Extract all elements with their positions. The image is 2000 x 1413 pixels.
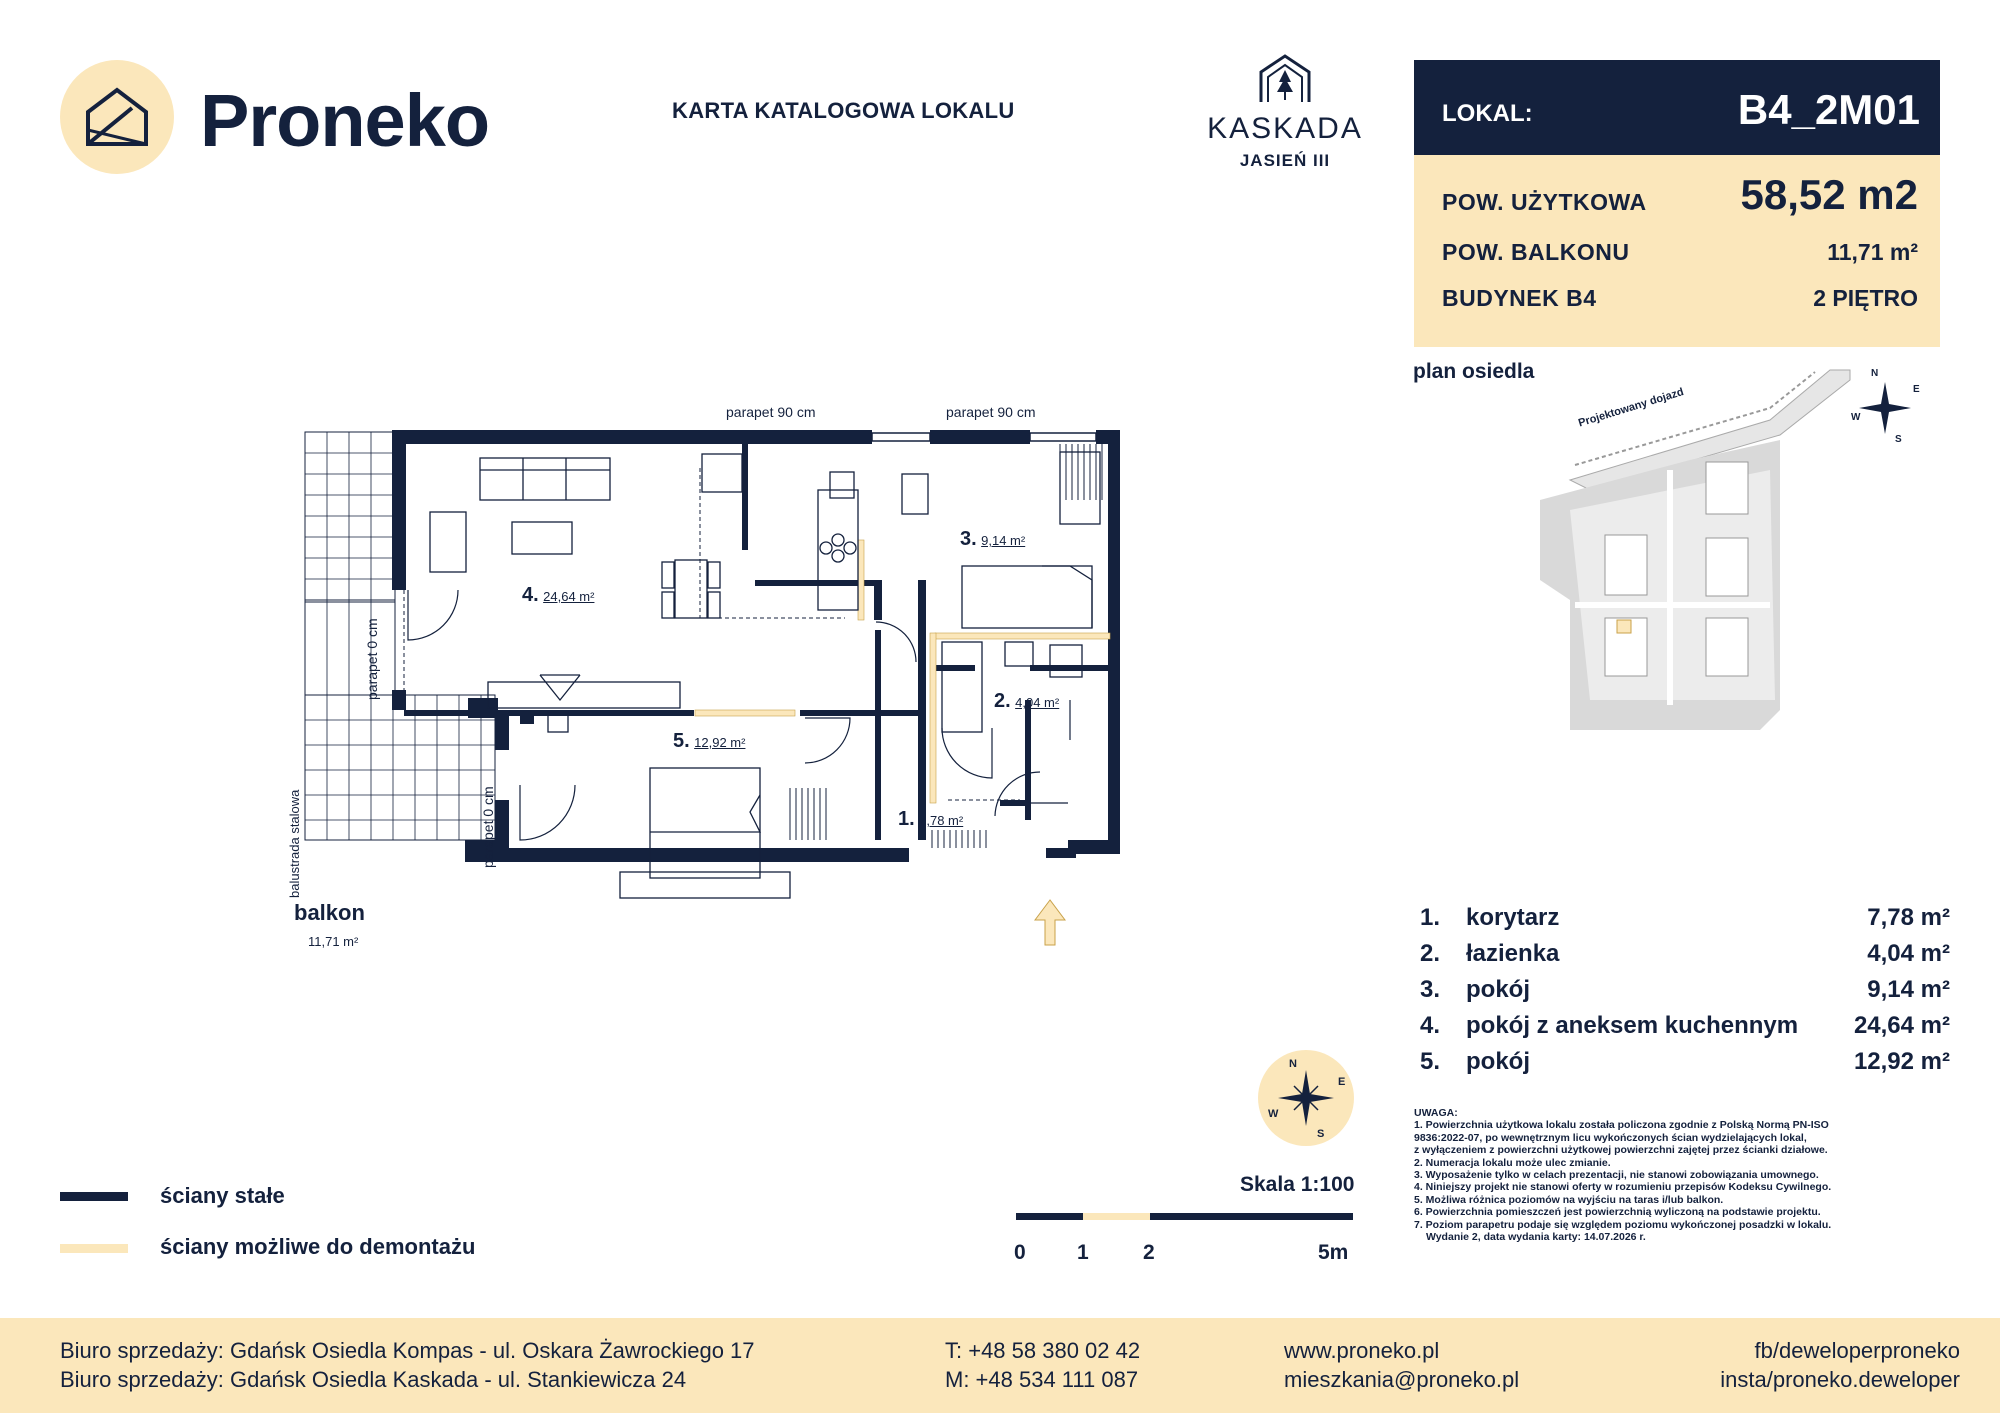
floor-plan-drawing bbox=[290, 400, 1140, 960]
note-line: z wyłączeniem z powierzchni użytkowej powierzchni zajętej przez ścianki działowe. bbox=[1414, 1144, 1828, 1157]
scale-bar-segment bbox=[1016, 1213, 1083, 1220]
scale-bar-segment bbox=[1083, 1213, 1150, 1220]
unit-details bbox=[1414, 155, 1940, 347]
balcony-value: 11,71 m² bbox=[1827, 239, 1918, 265]
note-line: 5. Możliwa różnica poziomów na wyjściu na taras i/lub balkon. bbox=[1414, 1193, 1724, 1206]
building-label: BUDYNEK B4 bbox=[1442, 285, 1597, 311]
document-title: KARTA KATALOGOWA LOKALU bbox=[672, 98, 1015, 123]
note-line: 4. Niniejszy projekt nie stanowi oferty w rozumieniu przepisów Kodeksu Cywilnego. bbox=[1414, 1181, 1832, 1194]
compass-e: E bbox=[1913, 384, 1920, 395]
room-4-label: 4. 24,64 m² bbox=[522, 584, 595, 606]
facebook-link[interactable]: fb/deweloperproneko bbox=[1754, 1338, 1960, 1363]
compass-n: N bbox=[1871, 368, 1879, 379]
compass-rose-icon bbox=[1258, 1050, 1354, 1146]
kaskada-logo-icon bbox=[1257, 52, 1313, 109]
instagram-link[interactable]: insta/proneko.deweloper bbox=[1720, 1367, 1960, 1392]
parapet-side-1: parapet 0 cm bbox=[364, 618, 380, 700]
phone-2[interactable]: M: +48 534 111 087 bbox=[945, 1367, 1139, 1392]
office-2: Biuro sprzedaży: Gdańsk Osiedla Kaskada - ul. Stankiewicza 24 bbox=[60, 1367, 687, 1392]
note-line: 1. Powierzchnia użytkowa lokalu została policzona zgodnie z Polską Normą PN-ISO bbox=[1414, 1119, 1829, 1132]
balcony-area: 11,71 m² bbox=[308, 934, 359, 949]
floor-value: 2 PIĘTRO bbox=[1813, 285, 1918, 311]
floor-plan bbox=[290, 400, 1140, 960]
compass-e: E bbox=[1338, 1076, 1346, 1088]
compass-s: S bbox=[1895, 434, 1902, 445]
room-5-label: 5. 12,92 m² bbox=[673, 730, 746, 752]
balcony-label: POW. BALKONU bbox=[1442, 239, 1630, 265]
unit-header bbox=[1414, 60, 1940, 155]
legend-removable-label: ściany możliwe do demontażu bbox=[160, 1234, 476, 1259]
room-list-item: 1. korytarz 7,78 m² bbox=[1420, 904, 1950, 931]
balcony-name: balkon bbox=[294, 900, 365, 925]
office-1: Biuro sprzedaży: Gdańsk Osiedla Kompas - ul. Oskara Żawrockiego 17 bbox=[60, 1338, 755, 1363]
scale-tick: 1 bbox=[1077, 1241, 1089, 1264]
email-link[interactable]: mieszkania@proneko.pl bbox=[1284, 1367, 1520, 1392]
unit-code: B4_2M01 bbox=[1737, 86, 1920, 133]
scale-tick: 5m bbox=[1318, 1241, 1349, 1264]
scale-label: Skala 1:100 bbox=[1240, 1173, 1355, 1196]
website-link[interactable]: www.proneko.pl bbox=[1284, 1338, 1440, 1363]
note-line: 3. Wyposażenie tylko w celach prezentacji, nie stanowi zobowiązania umownego. bbox=[1414, 1169, 1819, 1182]
unit-label: LOKAL: bbox=[1442, 100, 1533, 127]
compass-w: W bbox=[1851, 412, 1861, 423]
legend-fixed-swatch bbox=[60, 1192, 128, 1201]
room-list-item: 4. pokój z aneksem kuchennym 24,64 m² bbox=[1420, 1012, 1950, 1039]
legend-fixed-label: ściany stałe bbox=[160, 1183, 285, 1208]
room-1-label: 1. 7,78 m² bbox=[898, 808, 964, 830]
scale-tick: 0 bbox=[1014, 1241, 1026, 1264]
logo-badge bbox=[60, 60, 174, 174]
compass-s: S bbox=[1317, 1128, 1325, 1140]
site-compass bbox=[1845, 368, 1925, 448]
compass-n: N bbox=[1289, 1058, 1297, 1070]
note-line: Wydanie 2, data wydania karty: 14.07.2026 r. bbox=[1426, 1231, 1646, 1244]
note-line: 7. Poziom parapetru podaje się względem poziomu wykończonej posadzki w lokalu. bbox=[1414, 1218, 1832, 1231]
room-3-label: 3. 9,14 m² bbox=[960, 528, 1026, 550]
notes bbox=[1414, 1107, 1942, 1243]
compass-w: W bbox=[1268, 1108, 1279, 1120]
footer bbox=[0, 1318, 2000, 1413]
parapet-top-right: parapet 90 cm bbox=[946, 404, 1036, 420]
parapet-top-left: parapet 90 cm bbox=[726, 404, 816, 420]
note-line: 2. Numeracja lokalu może ulec zmianie. bbox=[1414, 1156, 1611, 1169]
note-line: 6. Powierzchnia pomieszczeń jest powierzchnią wyliczoną na podstawie projektu. bbox=[1414, 1206, 1821, 1219]
project-name: KASKADA bbox=[1207, 112, 1363, 145]
compass-rose-icon bbox=[1845, 368, 1925, 448]
room-list-item: 5. pokój 12,92 m² bbox=[1420, 1048, 1950, 1075]
brand-name: Proneko bbox=[200, 79, 490, 162]
scale-bar-segment bbox=[1150, 1213, 1353, 1220]
room-list-item: 2. łazienka 4,04 m² bbox=[1420, 940, 1950, 967]
area-label: POW. UŻYTKOWA bbox=[1442, 189, 1647, 215]
note-line: 9836:2022-07, po wewnętrznym licu wykończonych ścian wydzielających lokal, bbox=[1414, 1131, 1807, 1144]
site-plan-title: plan osiedla bbox=[1413, 360, 1535, 383]
legend-removable-swatch bbox=[60, 1244, 128, 1253]
scale-tick: 2 bbox=[1143, 1241, 1155, 1264]
notes-title: UWAGA: bbox=[1414, 1107, 1458, 1119]
room-2-label: 2. 4,04 m² bbox=[994, 690, 1060, 712]
room-list-item: 3. pokój 9,14 m² bbox=[1420, 976, 1950, 1003]
parapet-side-2: parapet 0 cm bbox=[480, 786, 496, 868]
house-logo-icon bbox=[60, 60, 174, 174]
compass bbox=[1258, 1050, 1354, 1146]
project-subtitle: JASIEŃ III bbox=[1239, 151, 1331, 170]
railing-label: balustrada stalowa bbox=[287, 789, 302, 898]
phone-1[interactable]: T: +48 58 380 02 42 bbox=[945, 1338, 1141, 1363]
area-value: 58,52 m2 bbox=[1740, 171, 1918, 218]
road-label: Projektowany dojazd bbox=[1577, 386, 1686, 430]
